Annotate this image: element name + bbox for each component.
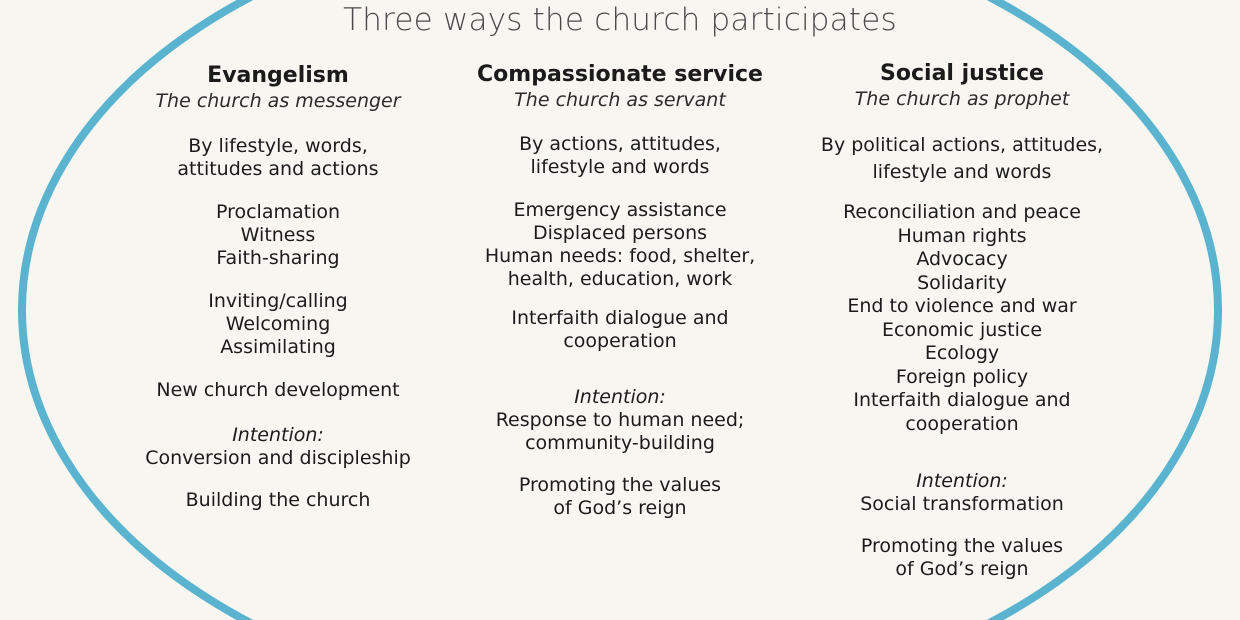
text-line: Building the church — [185, 489, 371, 511]
intention-block — [98, 424, 458, 470]
text-line: cooperation — [905, 412, 1019, 435]
text-line: End to violence and war — [847, 295, 1077, 317]
text-line: cooperation — [563, 330, 677, 352]
text-line: Human needs: food, shelter, — [484, 245, 756, 267]
text-line: attitudes and actions — [177, 158, 379, 180]
text-line: Human rights — [897, 224, 1027, 247]
text-line: lifestyle and words — [530, 156, 710, 178]
intention-label: Intention: — [574, 386, 666, 408]
text-block — [98, 290, 458, 359]
text-line: Displaced persons — [532, 222, 708, 244]
text-line: Conversion and discipleship — [145, 447, 411, 469]
text-line: Advocacy — [916, 248, 1008, 270]
column-heading: Social justice — [880, 61, 1044, 86]
text-line: Response to human need; — [495, 409, 745, 431]
text-block — [98, 379, 458, 402]
text-line: of God’s reign — [895, 558, 1029, 580]
text-line: Welcoming — [225, 313, 331, 335]
intention-label: Intention: — [916, 470, 1008, 492]
column-subtitle: The church as servant — [514, 89, 726, 111]
text-block — [782, 201, 1142, 436]
text-block — [98, 201, 458, 270]
column-heading: Evangelism — [207, 63, 349, 88]
text-line: Reconciliation and peace — [843, 201, 1081, 223]
text-line: Promoting the values — [860, 535, 1064, 557]
column-subtitle: The church as messenger — [155, 90, 401, 112]
text-line: Interfaith dialogue and — [511, 307, 729, 329]
column-evangelism — [98, 63, 458, 512]
column-heading: Compassionate service — [477, 62, 763, 87]
text-line: By lifestyle, words, — [188, 135, 368, 157]
text-line: Interfaith dialogue and — [853, 389, 1071, 411]
text-line: By political actions, attitudes, — [820, 134, 1104, 156]
text-block — [782, 535, 1142, 581]
intention-label: Intention: — [232, 424, 324, 446]
text-line: Proclamation — [215, 201, 341, 223]
intention-block — [440, 386, 800, 455]
text-line: Social transformation — [860, 493, 1064, 515]
text-block — [440, 133, 800, 179]
text-line: Assimilating — [220, 336, 336, 358]
diagram-title: Three ways the church participates — [343, 2, 897, 38]
text-line: Emergency assistance — [513, 199, 727, 221]
text-line: health, education, work — [507, 268, 733, 290]
intention-block — [782, 470, 1142, 516]
text-line: Economic justice — [881, 318, 1043, 341]
text-line: Ecology — [924, 342, 1000, 364]
text-line: of God’s reign — [553, 497, 687, 519]
text-line: lifestyle and words — [872, 161, 1052, 183]
text-block — [98, 489, 458, 512]
column-subtitle: The church as prophet — [854, 88, 1070, 110]
text-line: Faith-sharing — [216, 247, 340, 269]
text-line: Solidarity — [917, 271, 1007, 294]
text-line: community-building — [525, 432, 715, 454]
column-social-justice — [782, 61, 1142, 581]
text-line: Foreign policy — [895, 365, 1029, 388]
text-line: Inviting/calling — [208, 290, 348, 312]
text-block — [440, 199, 800, 291]
text-line: Promoting the values — [518, 474, 722, 496]
text-line: Witness — [240, 224, 316, 246]
text-block — [440, 307, 800, 353]
text-block — [98, 135, 458, 181]
column-compassionate-service — [440, 62, 800, 520]
text-block — [782, 132, 1142, 186]
text-line: New church development — [156, 379, 400, 401]
text-line: By actions, attitudes, — [519, 133, 721, 155]
text-block — [440, 474, 800, 520]
